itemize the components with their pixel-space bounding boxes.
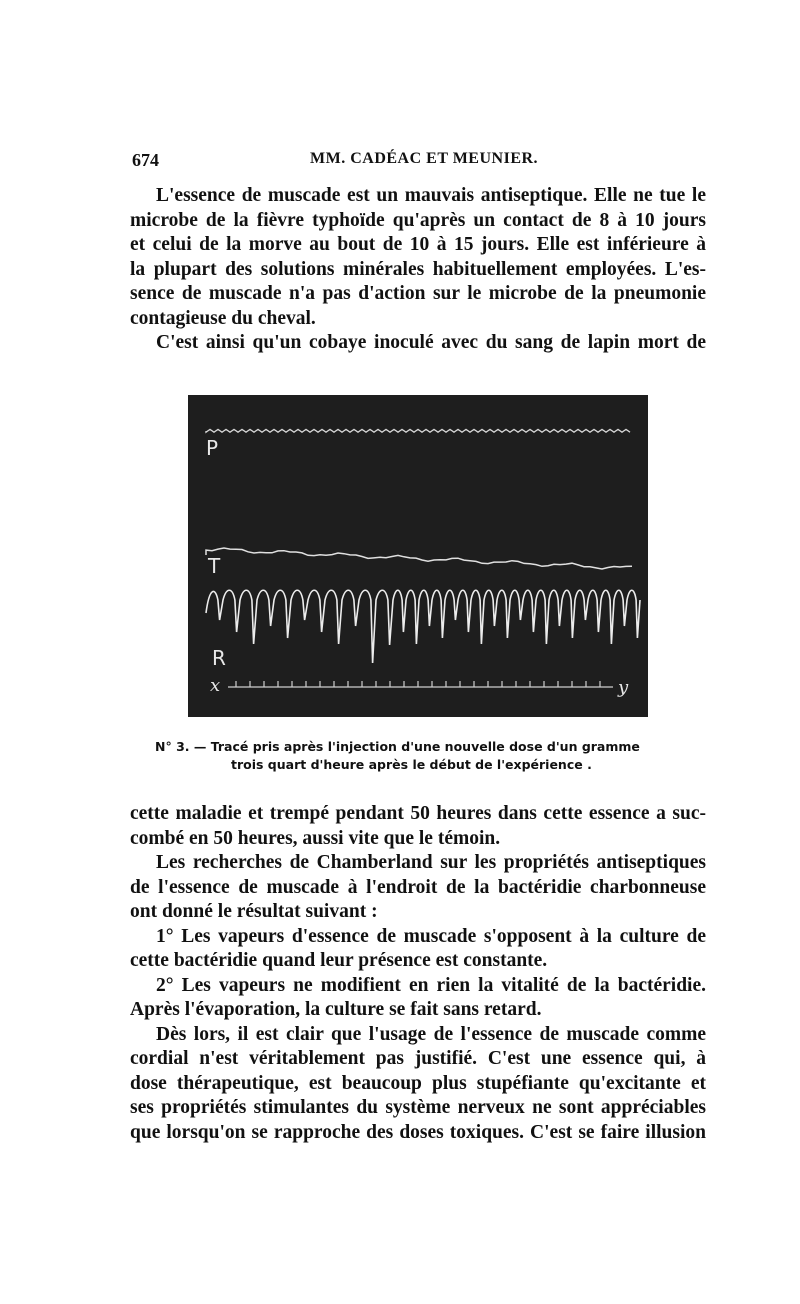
text-line: ont donné le résultat suivant : [130, 901, 378, 922]
text-line: de l'essence de muscade à l'endroit de la bactéridie charbonneuse [130, 876, 706, 898]
paragraph-bottom [130, 802, 706, 1145]
figure-caption [155, 738, 715, 774]
running-title: MM. CADÉAC ET MEUNIER. [310, 150, 539, 167]
caption-line: N° 3. — Tracé pris après l'injection d'une nouvelle dose d'un gramme [155, 739, 640, 754]
text-line: dose thérapeutique, est beaucoup plus stupéfiante qu'excitante et [130, 1072, 706, 1094]
figure-background [188, 395, 648, 717]
text-line: cordial n'est véritablement pas justifié. C'est une essence qui, à [130, 1048, 706, 1069]
kymograph-trace-figure [188, 395, 648, 717]
caption-line: trois quart d'heure après le début de l'expérience . [231, 757, 592, 772]
text-line: contagieuse du cheval. [130, 307, 316, 329]
label-x: x [210, 675, 221, 696]
text-line: cette maladie et trempé pendant 50 heures dans cette essence a suc- [130, 803, 706, 824]
text-line: 1° Les vapeurs d'essence de muscade s'opposent à la culture de [156, 925, 706, 947]
text-line: cette bactéridie quand leur présence est constante. [130, 950, 548, 971]
label-y: y [618, 677, 629, 698]
text-line: Après l'évaporation, la culture se fait sans retard. [130, 999, 542, 1020]
text-line: L'essence de muscade est un mauvais antiseptique. Elle ne tue le [156, 185, 706, 206]
text-line: et celui de la morve au bout de 10 à 15 jours. Elle est inférieure à [130, 234, 706, 255]
paragraph-top [130, 184, 706, 356]
text-line: 2° Les vapeurs ne modifient en rien la vitalité de la bactéridie. [156, 974, 706, 996]
text-line: C'est ainsi qu'un cobaye inoculé avec du sang de lapin mort de [156, 332, 706, 353]
text-line: que lorsqu'on se rapproche des doses toxiques. C'est se faire illusion [130, 1121, 706, 1143]
text-line: microbe de la fièvre typhoïde qu'après un contact de 8 à 10 jours [130, 209, 706, 231]
text-line: Les recherches de Chamberland sur les propriétés antiseptiques [156, 852, 706, 873]
text-line: la plupart des solutions minérales habituellement employées. L'es- [130, 258, 706, 280]
text-line: ses propriétés stimulantes du système nerveux ne sont appréciables [130, 1097, 706, 1118]
text-line: combé en 50 heures, aussi vite que le témoin. [130, 827, 501, 849]
text-line: Dès lors, il est clair que l'usage de l'essence de muscade comme [156, 1023, 706, 1045]
label-p: P [206, 436, 219, 460]
page-number: 674 [132, 150, 159, 170]
label-r: R [212, 646, 226, 670]
trace-image [188, 395, 648, 717]
page-header [132, 150, 702, 174]
text-line: sence de muscade n'a pas d'action sur le microbe de la pneumonie [130, 283, 706, 304]
label-t: T [208, 554, 221, 578]
